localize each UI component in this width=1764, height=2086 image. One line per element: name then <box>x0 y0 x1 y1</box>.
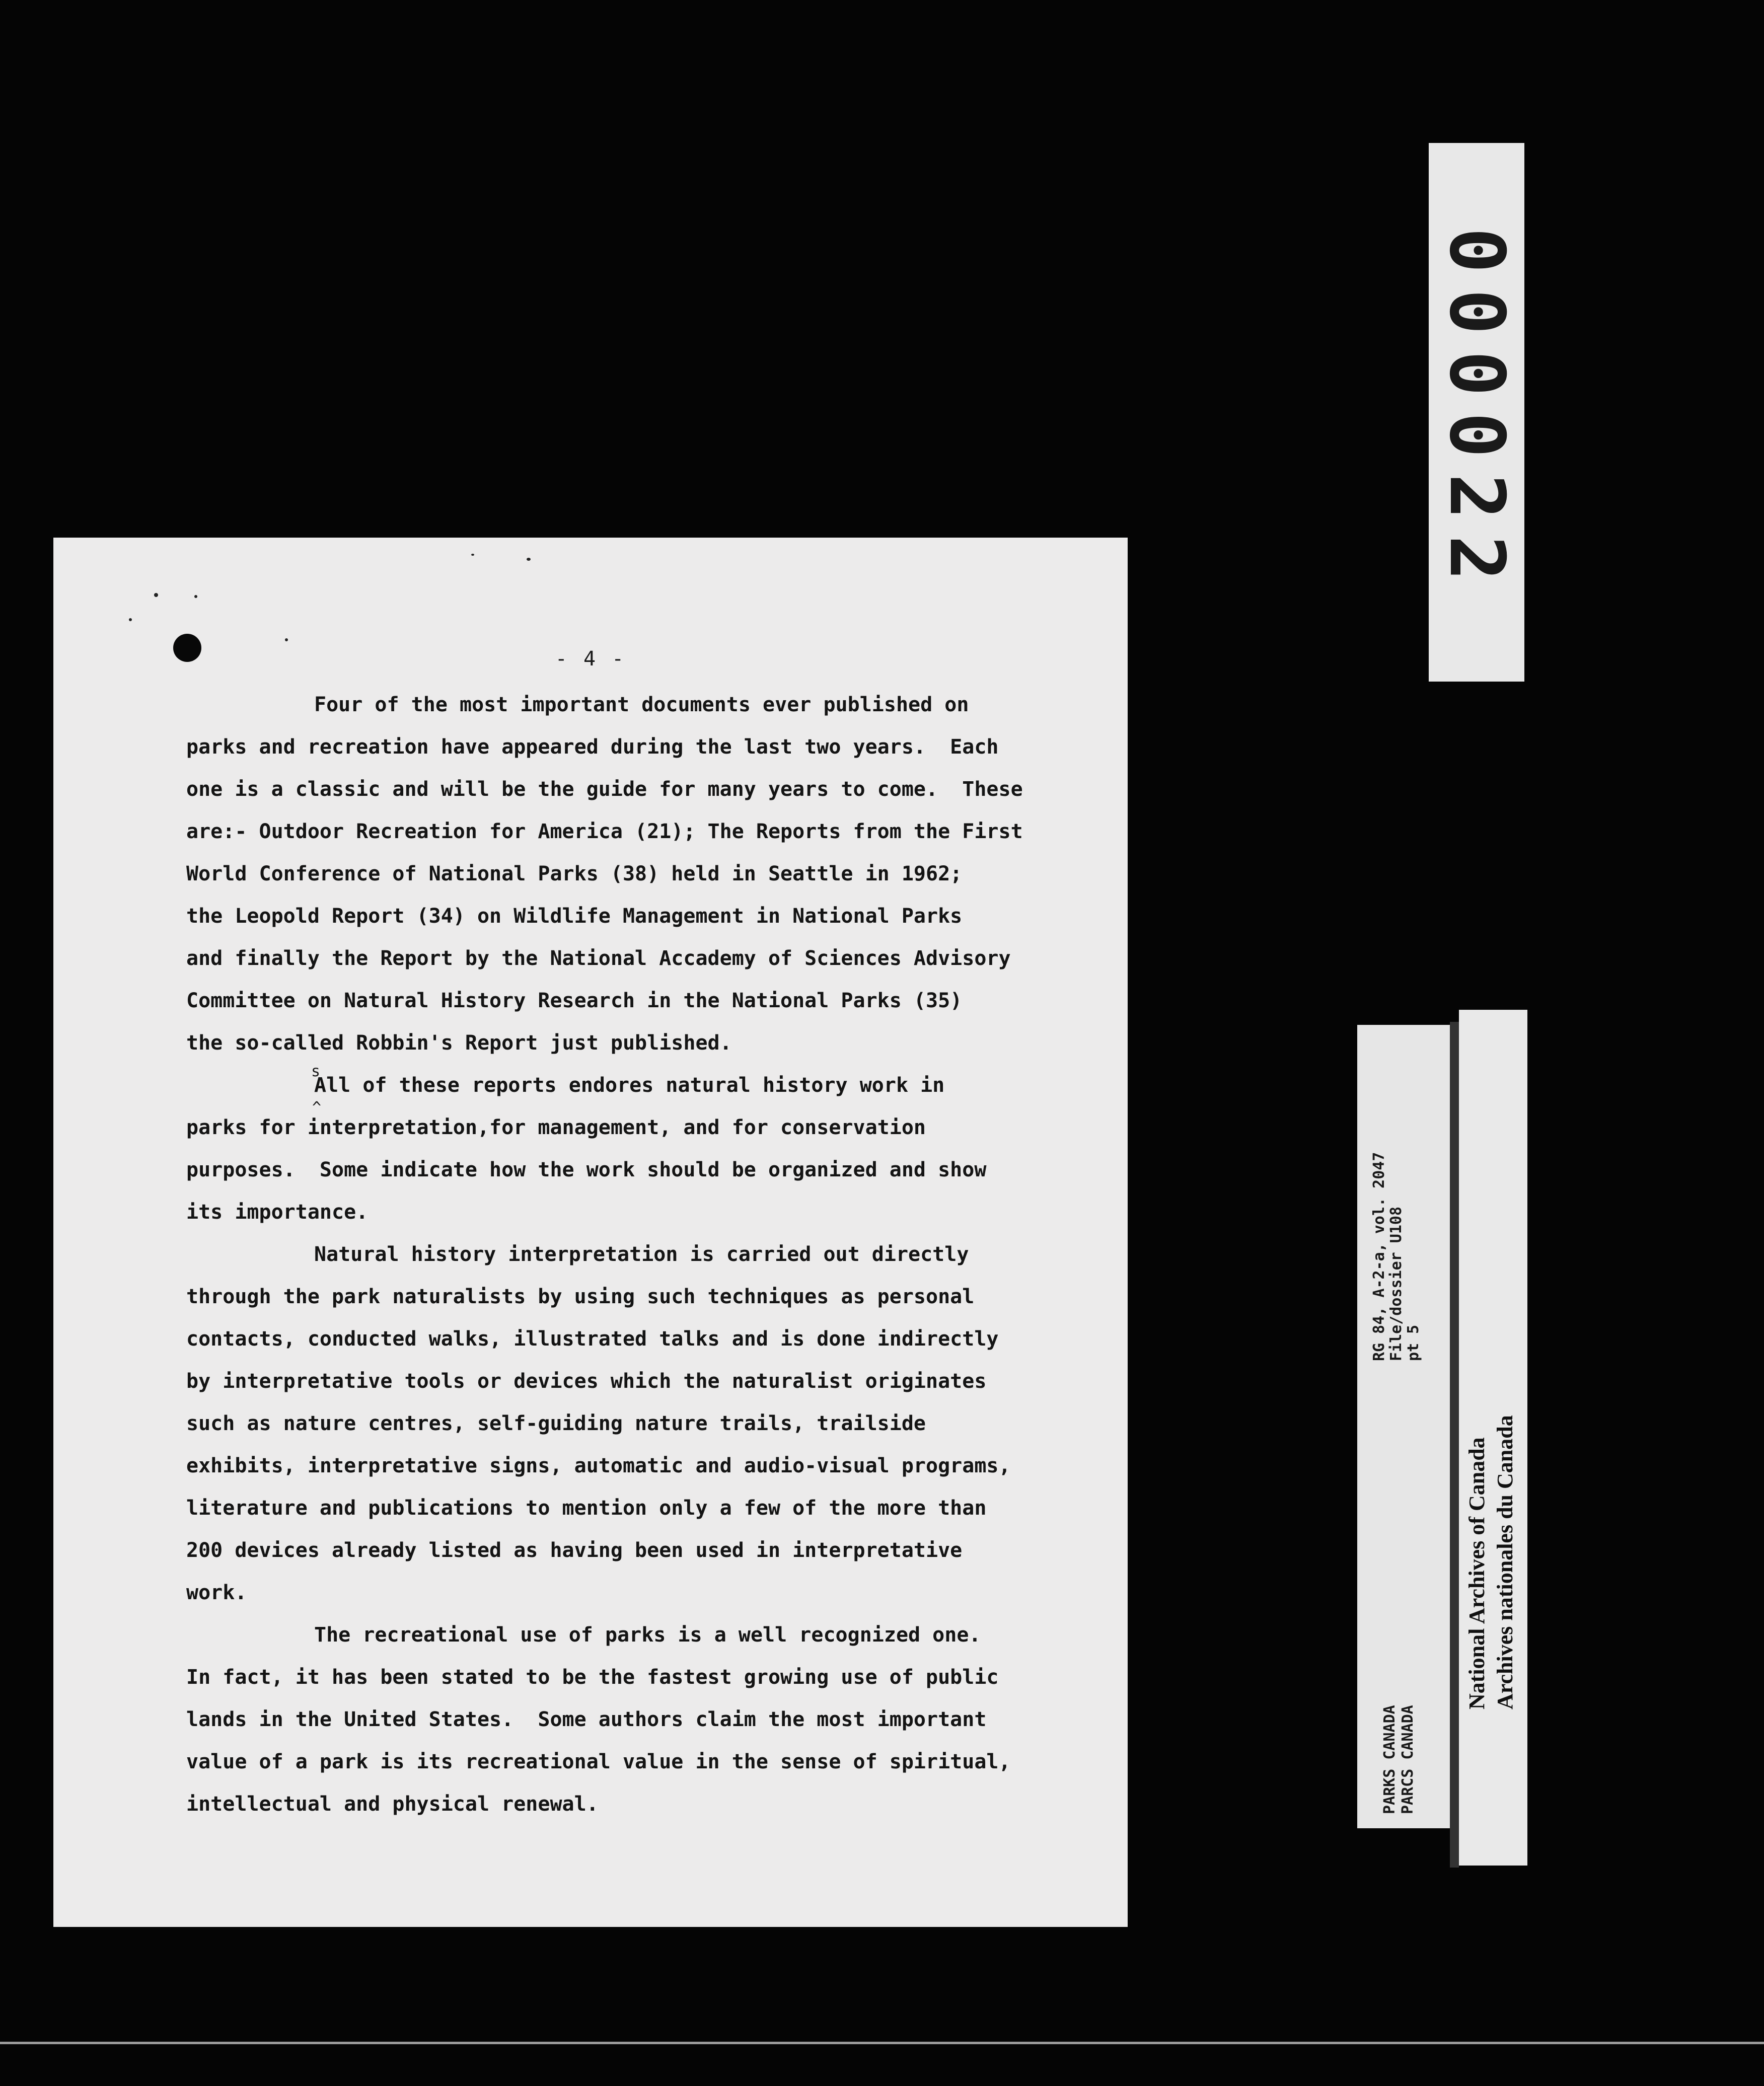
archive-reference <box>1371 1152 1422 1361</box>
caret-mark: ^ <box>312 1099 322 1116</box>
text-line: In fact, it has been stated to be the fastest growing use of public <box>186 1666 999 1689</box>
text-line: value of a park is its recreational value in the sense of spiritual, <box>186 1750 1011 1773</box>
reference-line: RG 84, A-2-a, vol. 2047 <box>1370 1152 1388 1361</box>
text-line: the Leopold Report (34) on Wildlife Management in National Parks <box>186 905 963 928</box>
text-line: by interpretative tools or devices which the naturalist originates <box>186 1370 987 1393</box>
text-line: intellectual and physical renewal. <box>186 1793 599 1816</box>
text-line: The recreational use of parks is a well recognized one. <box>314 1623 981 1647</box>
text-line: are:- Outdoor Recreation for America (21); The Reports from the First <box>186 820 1023 843</box>
text-line: 200 devices already listed as having been used in interpretative <box>186 1539 963 1562</box>
archive-name-en: National Archives of Canada <box>1464 1437 1489 1709</box>
text-line: Natural history interpretation is carried out directly <box>314 1243 969 1266</box>
text-line: World Conference of National Parks (38) held in Seattle in 1962; <box>186 862 963 885</box>
text-line: one is a classic and will be the guide for many years to come. These <box>186 778 1023 801</box>
handwritten-insert: s <box>311 1063 321 1080</box>
speck <box>527 558 531 561</box>
text-line: purposes. Some indicate how the work should be organized and show <box>186 1158 987 1181</box>
film-edge-line <box>0 2042 1764 2044</box>
speck <box>471 554 474 556</box>
text-line: contacts, conducted walks, illustrated talks and is done indirectly <box>186 1327 999 1351</box>
reference-line: File/dossier U108 <box>1387 1206 1405 1361</box>
text-line: such as nature centres, self-guiding nature trails, trailside <box>186 1412 926 1435</box>
text-line: parks and recreation have appeared during the last two years. Each <box>186 735 999 759</box>
archive-name-fr: Archives nationales du Canada <box>1493 1415 1517 1709</box>
department-names <box>1381 1705 1417 1814</box>
department-en: PARKS CANADA <box>1381 1705 1399 1814</box>
text-line-with-correction <box>186 1063 1128 1116</box>
text-line: through the park naturalists by using such techniques as personal <box>186 1285 975 1308</box>
speck <box>285 638 288 641</box>
speck <box>129 618 132 621</box>
government-label <box>1357 1025 1450 1828</box>
reference-line: pt 5 <box>1405 1324 1422 1361</box>
text-line: parks for interpretation,for management, and for conservation <box>186 1116 926 1139</box>
text-line: its importance. <box>186 1201 369 1224</box>
body-text <box>186 684 1128 1825</box>
text-line: Four of the most important documents ever published on <box>314 693 969 716</box>
text-line: work. <box>186 1581 247 1604</box>
frame-number: 000022 <box>1433 228 1520 597</box>
text-line: exhibits, interpretative signs, automatic and audio-visual programs, <box>186 1454 1011 1477</box>
text-line: Committee on Natural History Research in the National Parks (35) <box>186 989 963 1012</box>
document-page <box>53 538 1128 1927</box>
speck <box>194 595 197 598</box>
text-line: lands in the United States. Some authors claim the most important <box>186 1708 987 1731</box>
department-fr: PARCS CANADA <box>1399 1705 1417 1814</box>
frame-number-label <box>1429 143 1524 682</box>
text-line: and finally the Report by the National Accademy of Sciences Advisory <box>186 947 1011 970</box>
speck <box>154 593 158 597</box>
archive-label <box>1459 1010 1527 1866</box>
text-line: the so-called Robbin's Report just published. <box>186 1031 732 1055</box>
text-line: literature and publications to mention only a few of the more than <box>186 1497 987 1520</box>
text-line: All of these reports endores natural history work in <box>314 1074 945 1097</box>
label-divider <box>1450 1022 1459 1868</box>
page-number: - 4 - <box>555 647 626 670</box>
